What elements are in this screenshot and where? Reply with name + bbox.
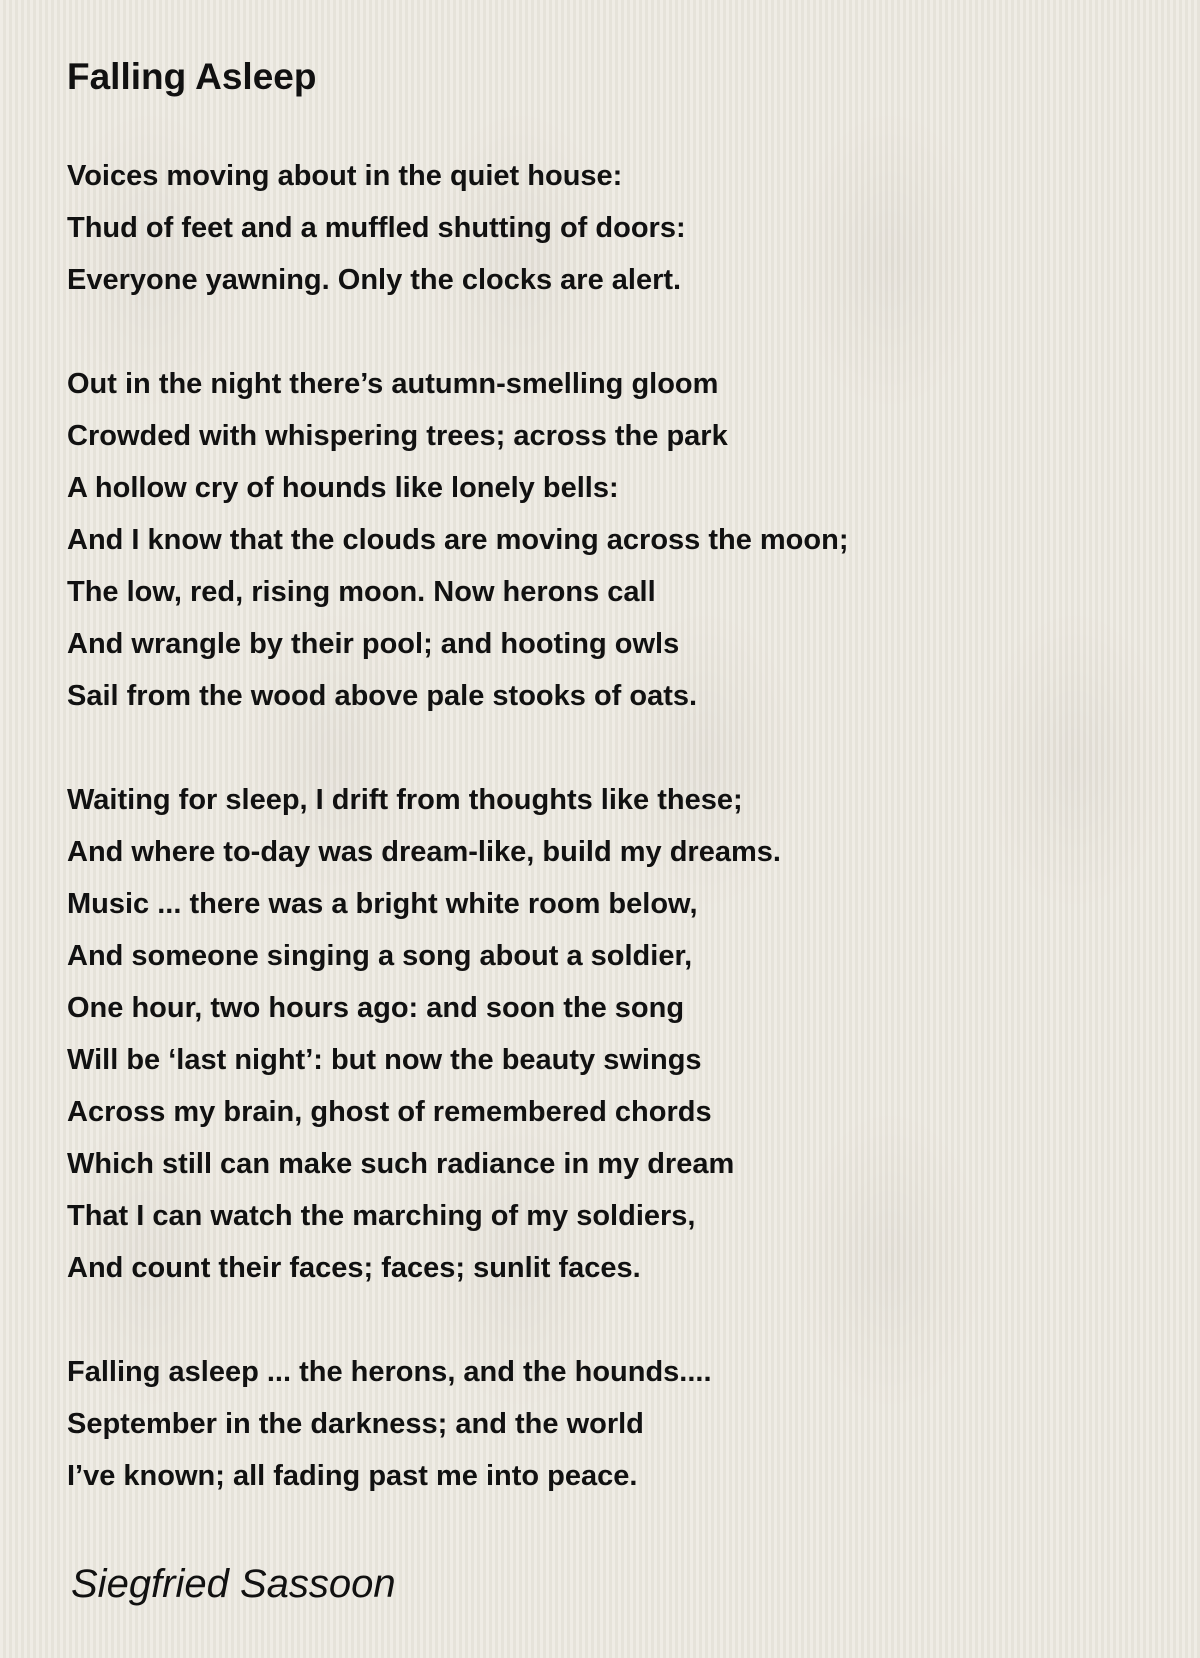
poem-line: Thud of feet and a muffled shutting of doors: bbox=[67, 212, 686, 244]
poem-line: And count their faces; faces; sunlit faces. bbox=[67, 1252, 641, 1284]
poem-line: The low, red, rising moon. Now herons call bbox=[67, 576, 656, 608]
poem-line: Which still can make such radiance in my dream bbox=[67, 1148, 735, 1180]
poem-line: And where to-day was dream-like, build my dreams. bbox=[67, 836, 781, 868]
stanza-3 bbox=[67, 774, 849, 1294]
stanza-2 bbox=[67, 358, 849, 722]
poem-line: Crowded with whispering trees; across the park bbox=[67, 420, 728, 452]
poem-line: And wrangle by their pool; and hooting owls bbox=[67, 628, 680, 660]
poem-line: And I know that the clouds are moving across the moon; bbox=[67, 524, 849, 556]
poem-author: Siegfried Sassoon bbox=[71, 1562, 396, 1606]
poem-line: Voices moving about in the quiet house: bbox=[67, 160, 623, 192]
poem-line: September in the darkness; and the world bbox=[67, 1408, 644, 1440]
poem-line: And someone singing a song about a soldier, bbox=[67, 940, 693, 972]
stanza-4 bbox=[67, 1346, 849, 1502]
poem-line: Waiting for sleep, I drift from thoughts like these; bbox=[67, 784, 743, 816]
poem-line: Across my brain, ghost of remembered chords bbox=[67, 1096, 712, 1128]
poem-line: Falling asleep ... the herons, and the hounds.... bbox=[67, 1356, 712, 1388]
poem-body bbox=[67, 150, 849, 1554]
poem-line: That I can watch the marching of my soldiers, bbox=[67, 1200, 696, 1232]
stanza-1 bbox=[67, 150, 849, 306]
poem-line: I’ve known; all fading past me into peace. bbox=[67, 1460, 638, 1492]
poem-line: A hollow cry of hounds like lonely bells: bbox=[67, 472, 619, 504]
poem-line: Will be ‘last night’: but now the beauty swings bbox=[67, 1044, 702, 1076]
poem-line: Out in the night there’s autumn-smelling gloom bbox=[67, 368, 719, 400]
poem-line: Everyone yawning. Only the clocks are alert. bbox=[67, 264, 682, 296]
poem-title: Falling Asleep bbox=[67, 56, 317, 97]
poem-line: Music ... there was a bright white room below, bbox=[67, 888, 698, 920]
poem-line: One hour, two hours ago: and soon the song bbox=[67, 992, 685, 1024]
poem-line: Sail from the wood above pale stooks of oats. bbox=[67, 680, 698, 712]
